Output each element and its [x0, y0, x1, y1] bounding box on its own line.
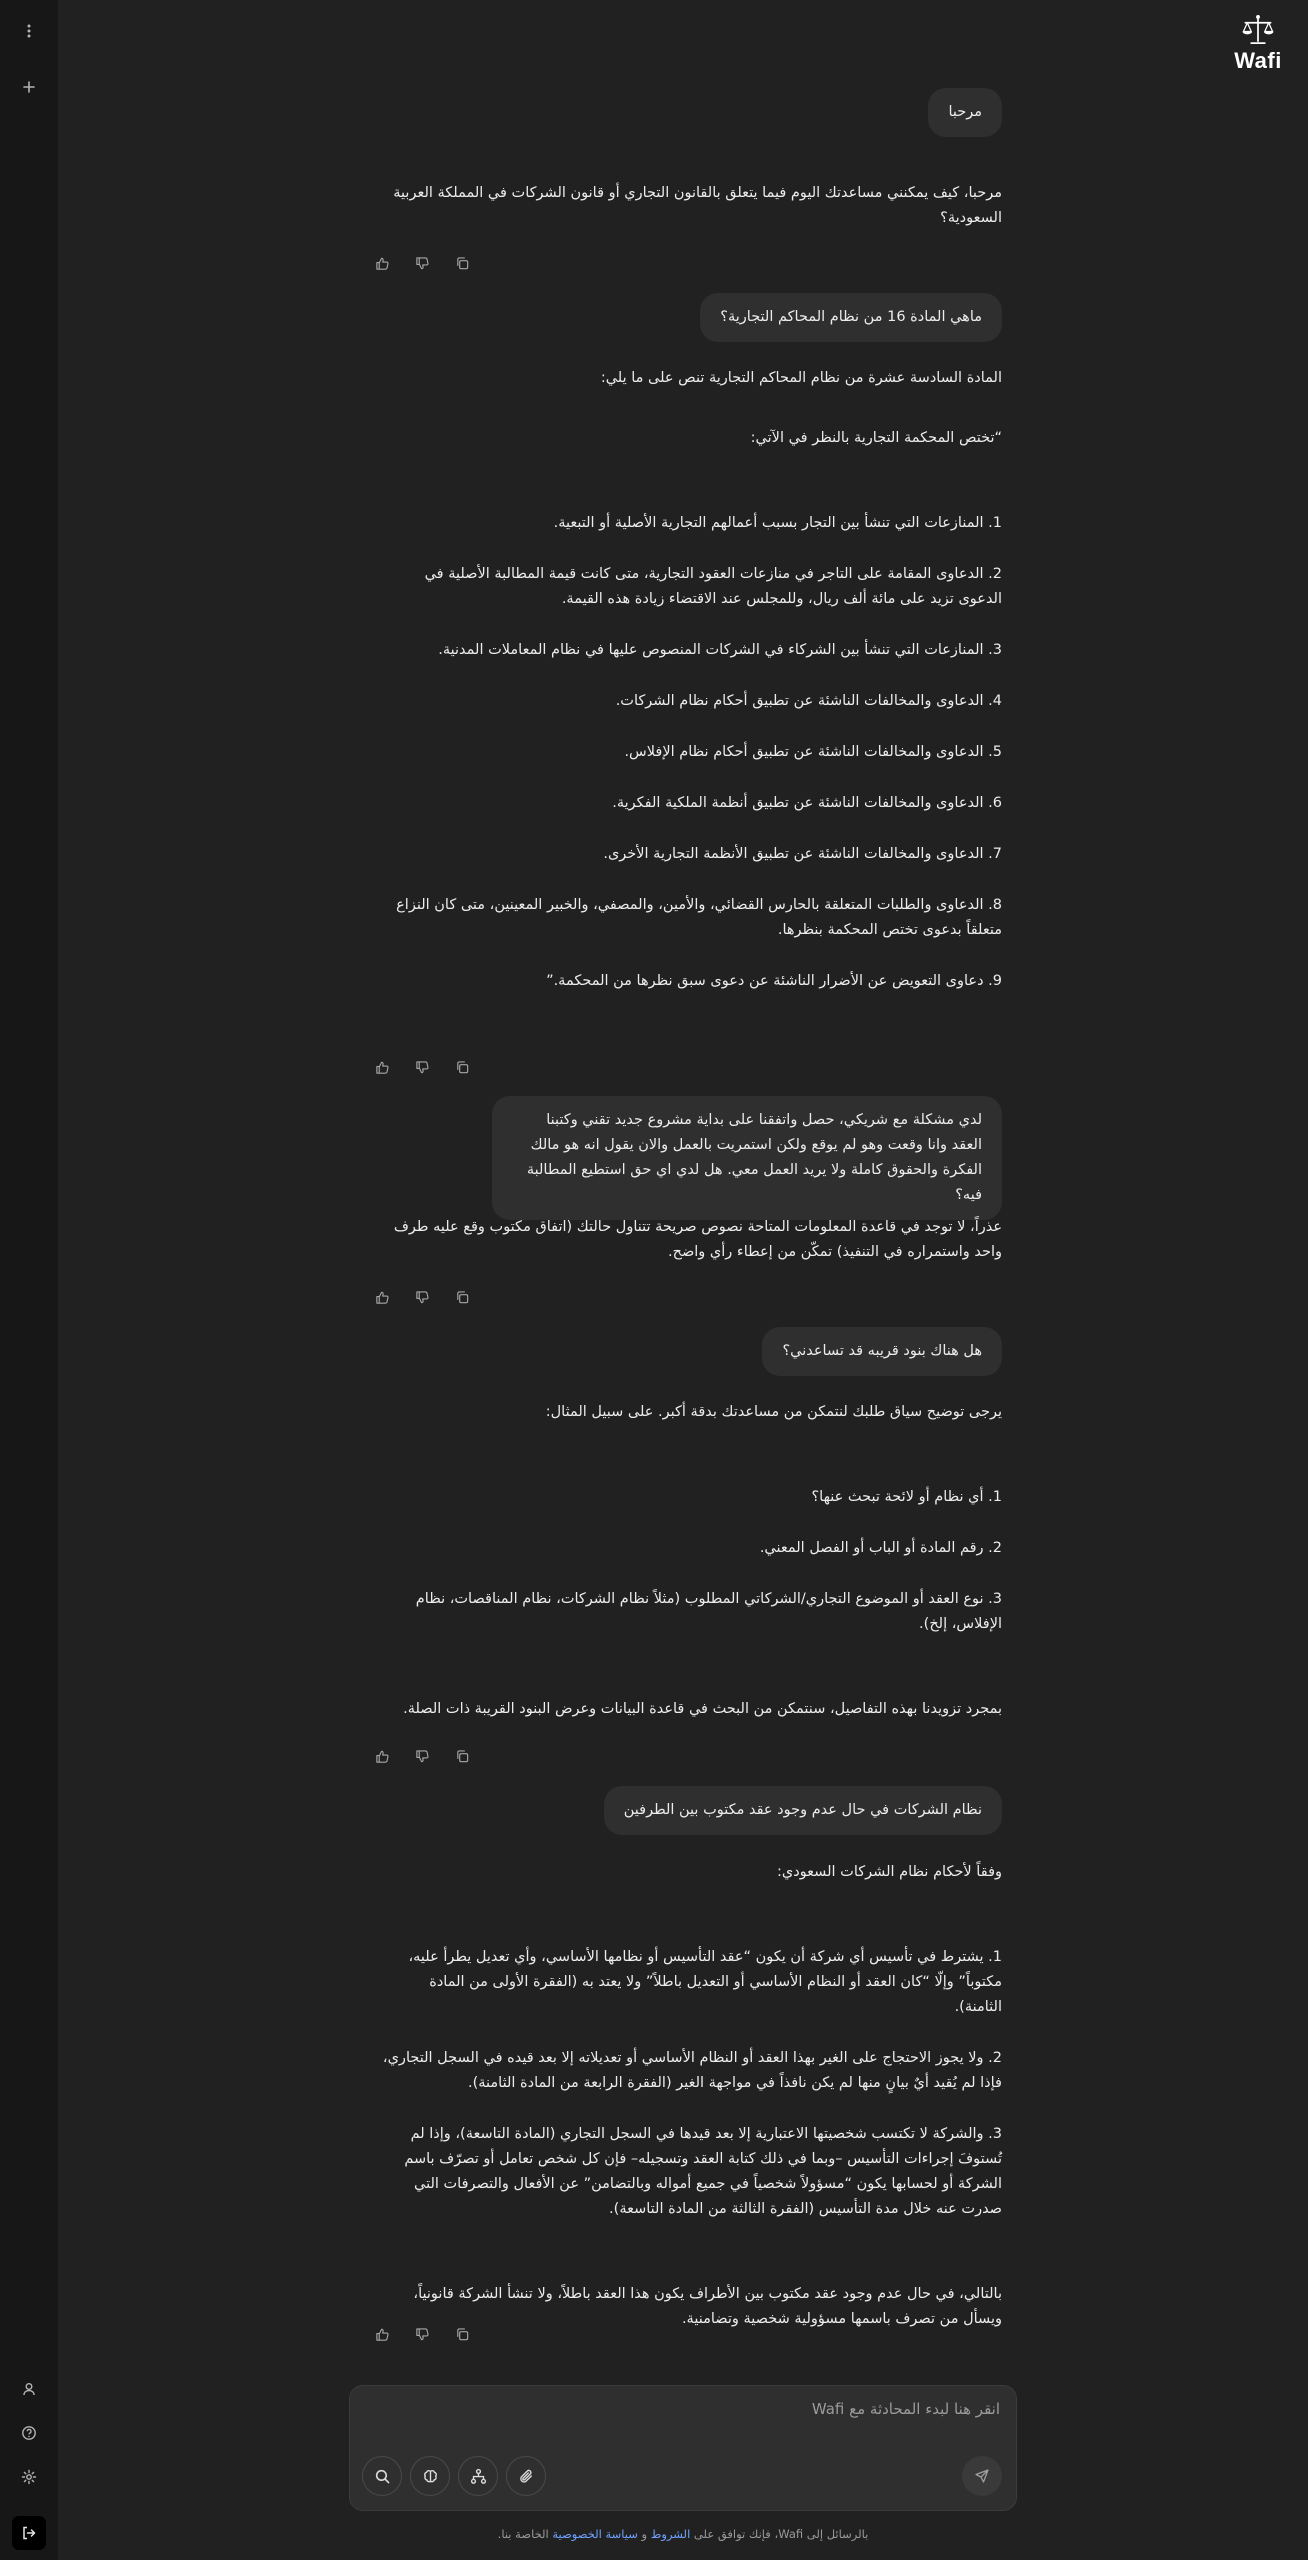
plus-icon [21, 79, 37, 95]
message-actions [367, 1052, 477, 1082]
assistant-paragraph: 5. الدعاوى والمخالفات الناشئة عن تطبيق أحكام نظام الإفلاس. [624, 744, 1002, 760]
user-message-text: ماهي المادة 16 من نظام المحاكم التجارية؟ [720, 309, 982, 325]
structure-button[interactable] [458, 2456, 498, 2496]
copy-button[interactable] [447, 1052, 477, 1082]
reasoning-button[interactable] [410, 2456, 450, 2496]
assistant-message [382, 1400, 1002, 1722]
attach-button[interactable] [506, 2456, 546, 2496]
composer-tools [362, 2456, 546, 2496]
thumbs-down-icon [415, 1060, 430, 1075]
assistant-paragraph: 9. دعاوى التعويض عن الأضرار الناشئة عن دعوى سبق نظرها من المحكمة.” [546, 973, 1002, 989]
assistant-paragraph: بالتالي، في حال عدم وجود عقد مكتوب بين الأطراف يكون هذا العقد باطلاً، ولا تنشأ الشركة قانونياً، ويسأل من تصرف باسمها مسؤولية شخصية وتضامنية. [408, 2286, 1002, 2327]
like-button[interactable] [367, 1052, 397, 1082]
thumbs-down-icon [415, 2327, 430, 2342]
vertical-dots-icon [21, 23, 37, 39]
message-composer [349, 2385, 1017, 2511]
message-actions [367, 1282, 477, 1312]
profile-button[interactable] [14, 2374, 44, 2404]
dislike-button[interactable] [407, 1052, 437, 1082]
copy-button[interactable] [447, 1741, 477, 1771]
assistant-paragraph: مرحبا، كيف يمكنني مساعدتك اليوم فيما يتعلق بالقانون التجاري أو قانون الشركات في المملكة العربية السعودية؟ [388, 185, 1002, 226]
assistant-paragraph: 4. الدعاوى والمخالفات الناشئة عن تطبيق أحكام نظام الشركات. [615, 693, 1002, 709]
user-message [928, 88, 1002, 137]
like-button[interactable] [367, 1741, 397, 1771]
dislike-button[interactable] [407, 1282, 437, 1312]
like-button[interactable] [367, 2319, 397, 2349]
user-message-text: نظام الشركات في حال عدم وجود عقد مكتوب بين الطرفين [623, 1802, 982, 1818]
menu-button[interactable] [14, 16, 44, 46]
copy-icon [455, 2327, 470, 2342]
assistant-message [378, 1860, 1002, 2332]
user-icon [21, 2381, 37, 2397]
like-button[interactable] [367, 1282, 397, 1312]
chat-input[interactable] [370, 2400, 1000, 2440]
assistant-paragraph: 2. الدعاوى المقامة على التاجر في منازعات العقود التجارية، متى كانت قيمة المطالبة الأصلية في الدعوى تزيد على مائة ألف ريال، وللمجلس عند الاقتضاء زيادة هذه القيمة. [419, 566, 1002, 607]
assistant-paragraph: 3. المنازعات التي تنشأ بين الشركاء في الشركات المنصوص عليها في نظام المعاملات المدنية. [438, 642, 1002, 658]
assistant-paragraph: 1. أي نظام أو لائحة تبحث عنها؟ [811, 1489, 1002, 1505]
message-actions [367, 248, 477, 278]
thumbs-up-icon [375, 256, 390, 271]
footer-disclaimer [349, 2527, 1017, 2541]
copy-button[interactable] [447, 2319, 477, 2349]
scales-of-justice-icon [1240, 14, 1276, 47]
copy-button[interactable] [447, 1282, 477, 1312]
assistant-message [382, 181, 1002, 231]
assistant-paragraph: يرجى توضيح سياق طلبك لنتمكن من مساعدتك بدقة أكبر. على سبيل المثال: [545, 1404, 1002, 1420]
user-message [492, 1096, 1002, 1220]
assistant-paragraph: 1. يشترط في تأسيس أي شركة أن يكون “عقد التأسيس أو نظامها الأساسي، وأي تعديل يطرأ عليه، مكتوباً” وإلّا “كان العقد أو النظام الأساسي أو التعديل باطلاً” ولا يعتد به (الفقرة الأولى من المادة الثامنة). [403, 1949, 1002, 2015]
privacy-link[interactable]: سياسة الخصوصية [552, 2527, 638, 2541]
terms-link[interactable]: الشروط [650, 2527, 691, 2541]
copy-button[interactable] [447, 248, 477, 278]
settings-button[interactable] [14, 2462, 44, 2492]
footer-suffix: الخاصة بنا. [497, 2527, 549, 2541]
assistant-paragraph: “تختص المحكمة التجارية بالنظر في الآتي: [750, 430, 1002, 446]
assistant-paragraph: 3. نوع العقد أو الموضوع التجاري/الشركاتي المطلوب (مثلاً نظام الشركات، نظام المناقصات، نظام الإفلاس، إلخ). [411, 1591, 1002, 1632]
send-button[interactable] [962, 2456, 1002, 2496]
paperclip-icon [518, 2468, 535, 2485]
logout-icon [21, 2525, 37, 2541]
user-message-text: لدي مشكلة مع شريكي، حصل واتفقنا على بداية مشروع جديد تقني وكتبنا العقد وانا وقعت وهو لم يوقع ولكن استمريت بالعمل والان يقول انه هو مالك الفكرة والحقوق كاملة ولا يريد العمل معي. هل لدي اي حق استطيع المطالبة فيه؟ [526, 1112, 982, 1203]
help-circle-icon [21, 2425, 37, 2441]
copy-icon [455, 1060, 470, 1075]
brain-icon [422, 2468, 439, 2485]
assistant-paragraph: 1. المنازعات التي تنشأ بين التجار بسبب أعمالهم التجارية الأصلية أو التبعية. [553, 515, 1002, 531]
send-icon [974, 2468, 990, 2484]
gear-icon [21, 2469, 37, 2485]
assistant-paragraph: بمجرد تزويدنا بهذه التفاصيل، سنتمكن من البحث في قاعدة البيانات وعرض البنود القريبة ذات الصلة. [403, 1701, 1002, 1717]
search-icon [374, 2468, 391, 2485]
assistant-paragraph: 7. الدعاوى والمخالفات الناشئة عن تطبيق الأنظمة التجارية الأخرى. [603, 846, 1002, 862]
copy-icon [455, 256, 470, 271]
assistant-paragraph: 2. ولا يجوز الاحتجاج على الغير بهذا العقد أو النظام الأساسي أو تعديلاته إلا بعد قيده في السجل التجاري، فإذا لم يُقيد أيٌ بيانٍ منها لم يكن نافذاً في مواجهة الغير (الفقرة الرابعة من المادة الثامنة). [378, 2050, 1002, 2091]
copy-icon [455, 1290, 470, 1305]
thumbs-up-icon [375, 2327, 390, 2342]
assistant-paragraph: وفقاً لأحكام نظام الشركات السعودي: [777, 1864, 1002, 1880]
logout-button[interactable] [12, 2516, 46, 2550]
thumbs-up-icon [375, 1749, 390, 1764]
search-button[interactable] [362, 2456, 402, 2496]
footer-prefix: بالرسائل إلى Wafi، فإنك توافق على [693, 2527, 869, 2541]
assistant-paragraph: 8. الدعاوى والطلبات المتعلقة بالحارس القضائي، والأمين، والمصفي، والخبير المعينين، متى كان النزاع متعلقاً بدعوى تختص المحكمة بنظرها. [391, 897, 1002, 938]
assistant-paragraph: 3. والشركة لا تكتسب شخصيتها الاعتبارية إلا بعد قيدها في السجل التجاري (المادة التاسعة)، وإذا لم تُستوفَ إجراءات التأسيس –وبما في ذلك كتابة العقد وتسجيله– فإن كل شخص تعامل أو تصرّف باسم الشركة أو لحسابها يكون “مسؤولاً شخصياً في جميع أمواله وبالتضامن” عن الأفعال والتصرفات التي صدرت عنه خلال مدة التأسيس (الفقرة الثالثة من المادة التاسعة). [399, 2126, 1002, 2217]
user-message [762, 1327, 1002, 1376]
assistant-paragraph: 6. الدعاوى والمخالفات الناشئة عن تطبيق أنظمة الملكية الفكرية. [612, 795, 1002, 811]
assistant-message [382, 366, 1002, 994]
user-message [700, 293, 1002, 342]
dislike-button[interactable] [407, 2319, 437, 2349]
like-button[interactable] [367, 248, 397, 278]
footer-and: و [641, 2527, 648, 2541]
new-chat-button[interactable] [14, 72, 44, 102]
user-message-text: هل هناك بنود قريبه قد تساعدني؟ [782, 1343, 982, 1359]
brand-logo[interactable] [1230, 14, 1286, 74]
sidebar [0, 0, 58, 2560]
assistant-paragraph: عذراً، لا توجد في قاعدة المعلومات المتاحة نصوص صريحة تتناول حالتك (اتفاق مكتوب وقع عليه طرف واحد واستمراره في التنفيذ) تمكّن من إعطاء رأي واضح. [389, 1219, 1002, 1260]
dislike-button[interactable] [407, 1741, 437, 1771]
user-message-text: مرحبا [948, 104, 982, 120]
assistant-paragraph: المادة السادسة عشرة من نظام المحاكم التجارية تنص على ما يلي: [600, 370, 1002, 386]
thumbs-down-icon [415, 1290, 430, 1305]
assistant-paragraph: 2. رقم المادة أو الباب أو الفصل المعني. [759, 1540, 1002, 1556]
message-actions [367, 1741, 477, 1771]
user-message [604, 1786, 1002, 1835]
help-button[interactable] [14, 2418, 44, 2448]
assistant-message [382, 1215, 1002, 1265]
brand-name: Wafi [1234, 48, 1282, 73]
dislike-button[interactable] [407, 248, 437, 278]
thumbs-up-icon [375, 1060, 390, 1075]
thumbs-down-icon [415, 256, 430, 271]
hierarchy-icon [470, 2468, 487, 2485]
message-actions [367, 2319, 477, 2349]
thumbs-up-icon [375, 1290, 390, 1305]
thumbs-down-icon [415, 1749, 430, 1764]
copy-icon [455, 1749, 470, 1764]
